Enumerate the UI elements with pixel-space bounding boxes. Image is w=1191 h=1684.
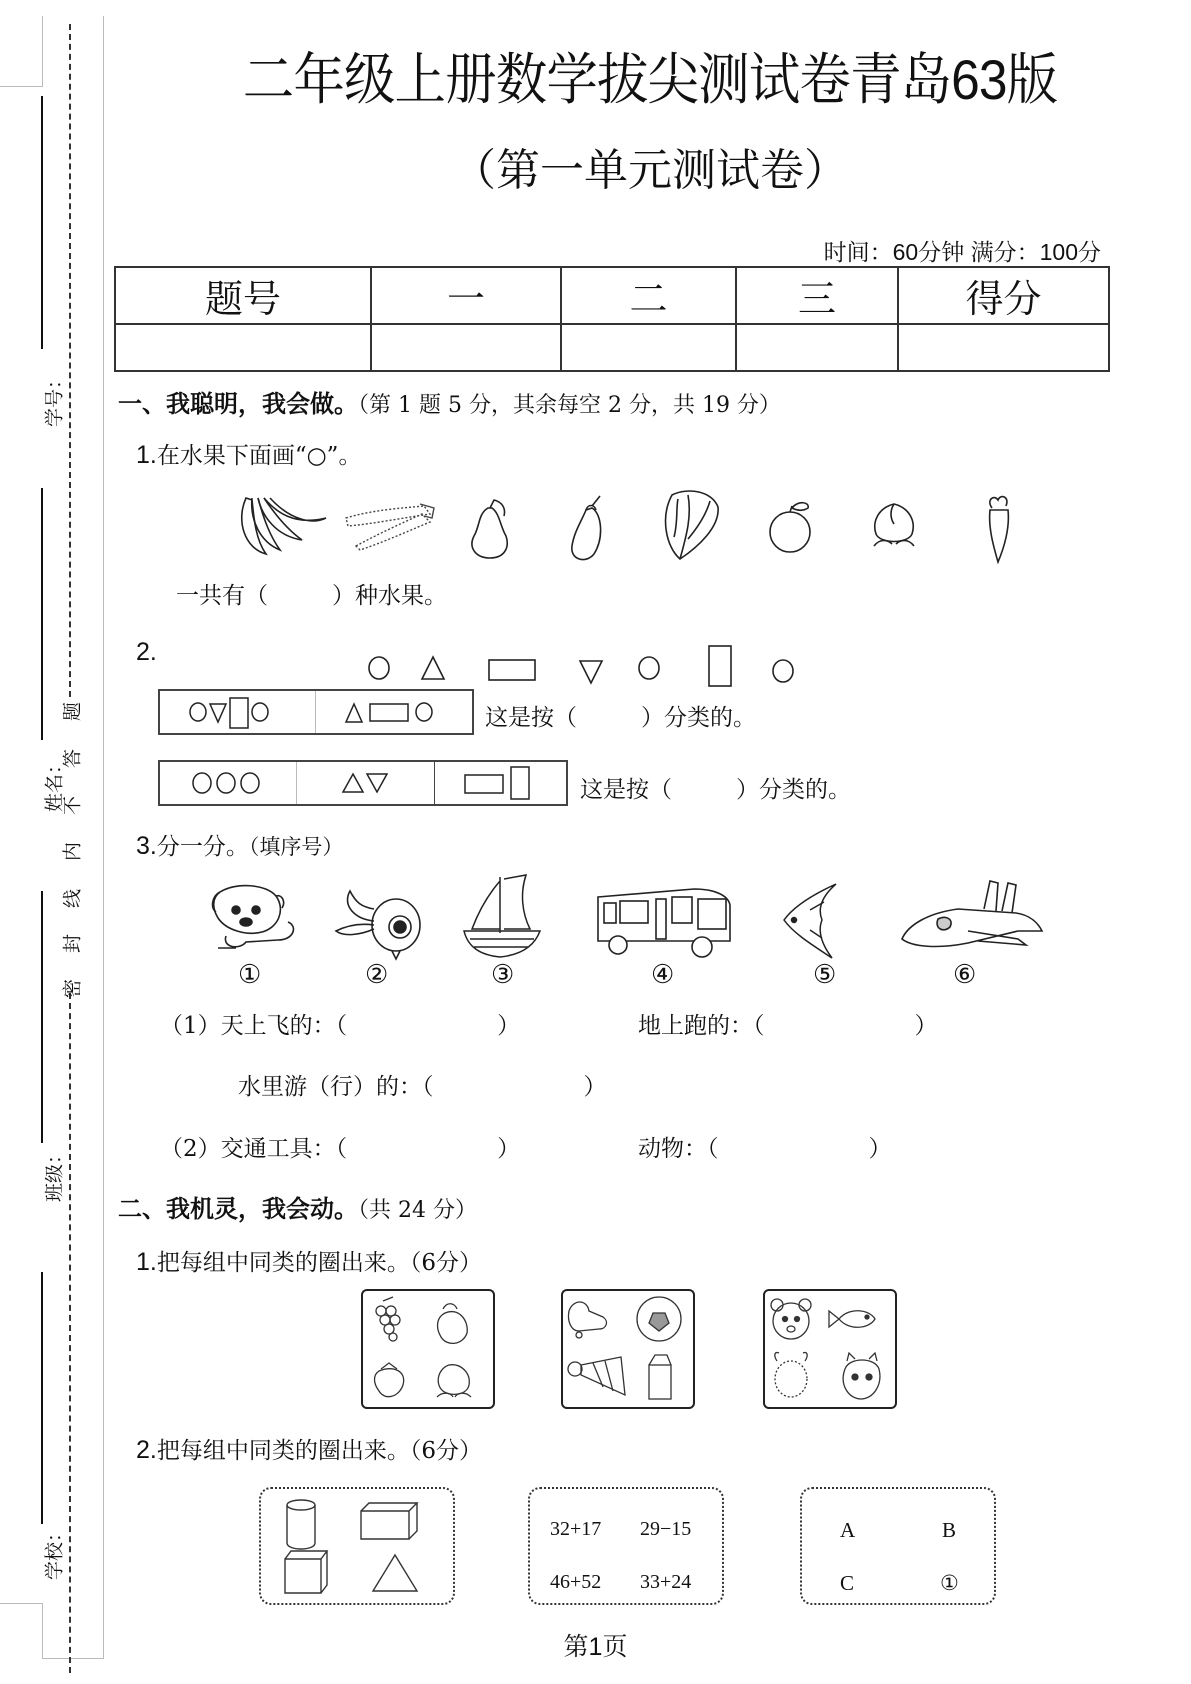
s2-q2-group-1 <box>259 1487 455 1605</box>
q3-sub1-swim: 水里游（行）的：（ ） <box>238 1074 607 1100</box>
q3-sub2-transport: （2）交通工具：（ ） <box>160 1136 521 1162</box>
item-number: ⑥ <box>953 960 977 990</box>
score-input-cell[interactable] <box>115 324 371 371</box>
q2-sort-box-1 <box>158 689 474 735</box>
cylinder-icon <box>287 1500 315 1549</box>
item-number: ③ <box>491 960 515 990</box>
milk-carton-icon <box>649 1355 671 1399</box>
school-underline[interactable] <box>41 1272 43 1524</box>
score-input-cell[interactable] <box>561 324 736 371</box>
apple-icon <box>768 500 816 554</box>
item-number: ② <box>365 960 389 990</box>
s2-q1-group-1 <box>361 1289 495 1409</box>
seal-char: 封 <box>61 934 84 954</box>
cut-line-dashed-bottom <box>69 993 71 1673</box>
s2-q2-prompt: 2.把每组中同类的圈出来。（6分） <box>136 1436 482 1464</box>
q3-sub2-animal: 动物：（ ） <box>638 1136 892 1162</box>
score-table <box>114 266 1110 372</box>
banana-icon <box>236 490 330 558</box>
score-table-input-row <box>115 324 1109 371</box>
grapes-icon <box>376 1297 400 1341</box>
cuboid-icon <box>361 1503 417 1539</box>
pear-icon <box>466 498 514 560</box>
item-number: ④ <box>651 960 675 990</box>
student-id-underline[interactable] <box>41 96 43 349</box>
score-header-cell: 三 <box>736 267 898 324</box>
seal-char: 线 <box>61 889 84 909</box>
section-2-note: （共 24 分） <box>358 1198 477 1223</box>
sort-group <box>316 691 472 733</box>
shuttlecock-icon <box>568 1357 625 1395</box>
q2-answer-line-2: 这是按（ ）分类的。 <box>580 777 851 803</box>
expression: 33+24 <box>640 1571 692 1593</box>
name-label: 姓名： <box>43 755 66 813</box>
symbol: ① <box>940 1571 959 1595</box>
seal-char: 答 <box>61 749 84 769</box>
sort-group <box>160 691 316 733</box>
skates-icon <box>568 1302 606 1338</box>
exam-meta: 时间：60分钟 满分：100分 <box>823 239 1101 265</box>
expression: 46+52 <box>550 1571 602 1593</box>
class-underline[interactable] <box>41 891 43 1143</box>
cut-line-dashed-top <box>69 24 71 697</box>
item-number: ⑤ <box>813 960 837 990</box>
sailboat-icon <box>460 873 544 959</box>
symbol: A <box>840 1518 856 1542</box>
soccer-ball-icon <box>637 1297 681 1341</box>
q3-sub1-run: 地上跑的：（ ） <box>638 1013 938 1039</box>
score-input-cell[interactable] <box>898 324 1109 371</box>
q2-number: 2. <box>136 638 157 666</box>
expression: 29−15 <box>640 1518 692 1540</box>
page-edge-line <box>103 16 104 1658</box>
q2-answer-line-1: 这是按（ ）分类的。 <box>485 705 756 731</box>
score-header-cell: 题号 <box>115 267 371 324</box>
cow-icon <box>775 1352 807 1397</box>
s2-q1-prompt: 1.把每组中同类的圈出来。（6分） <box>136 1248 482 1276</box>
bird-icon <box>334 885 426 961</box>
cube-icon <box>285 1551 327 1593</box>
section-2-heading <box>118 1189 477 1224</box>
eggplant-icon <box>566 494 610 564</box>
cucumber-icon <box>342 500 438 552</box>
triangle-icon <box>373 1555 417 1591</box>
page-number: 第1页 <box>563 1633 628 1661</box>
score-input-cell[interactable] <box>371 324 561 371</box>
s2-q1-group-3 <box>763 1289 897 1409</box>
q1-prompt: 1.在水果下面画“○”。 <box>136 441 362 469</box>
s2-q2-group-2 <box>528 1487 724 1605</box>
bus-icon <box>594 883 734 959</box>
score-header-cell: 一 <box>371 267 561 324</box>
item-number: ① <box>238 960 262 990</box>
symbol: B <box>942 1518 957 1542</box>
q3-sub1-fly: （1）天上飞的：（ ） <box>160 1013 521 1039</box>
score-input-cell[interactable] <box>736 324 898 371</box>
q2-sort-box-2 <box>158 760 568 806</box>
section-1-title: 一、我聪明，我会做。 <box>118 390 358 418</box>
sort-group <box>160 762 297 804</box>
student-id-label: 学号： <box>43 370 66 428</box>
page-title: 二年级上册数学拔尖测试卷青岛63版 <box>242 48 1058 111</box>
peach-icon <box>870 500 918 552</box>
seal-char: 内 <box>61 842 84 862</box>
score-header-cell: 得分 <box>898 267 1109 324</box>
page-subtitle: （第一单元测试卷） <box>452 146 848 195</box>
school-label: 学校： <box>43 1523 66 1581</box>
s2-q2-group-3 <box>800 1487 996 1605</box>
section-1-heading <box>118 384 781 419</box>
class-label: 班级： <box>43 1145 66 1203</box>
puppy-icon <box>206 878 302 958</box>
seal-char: 不 <box>61 796 84 816</box>
margin-frame-top <box>0 16 43 87</box>
sort-group <box>297 762 435 804</box>
q2-shape-sequence <box>365 643 795 689</box>
q1-answer-line: 一共有（ ）种水果。 <box>176 583 447 609</box>
score-table-header-row <box>115 267 1109 324</box>
peach-icon <box>437 1365 471 1397</box>
seal-char: 密 <box>61 979 84 999</box>
q3-prompt: 3.分一分。（填序号） <box>136 832 344 860</box>
expression: 32+17 <box>550 1518 602 1540</box>
s2-q1-group-2 <box>561 1289 695 1409</box>
symbol: C <box>840 1571 855 1595</box>
score-header-cell: 二 <box>561 267 736 324</box>
seal-char: 题 <box>61 702 84 722</box>
sort-group <box>435 762 566 804</box>
carrot-icon <box>982 492 1016 564</box>
airplane-icon <box>898 879 1046 953</box>
fish-icon <box>780 880 840 960</box>
name-underline-top[interactable] <box>41 488 43 740</box>
section-2-title: 二、我机灵，我会动。 <box>118 1195 358 1223</box>
tiger-icon <box>843 1353 880 1399</box>
cabbage-icon <box>658 487 722 563</box>
fish-icon <box>829 1311 875 1328</box>
eggplant-icon <box>438 1304 468 1344</box>
bear-icon <box>771 1299 811 1339</box>
section-1-note: （第 1 题 5 分，其余每空 2 分，共 19 分） <box>358 393 781 418</box>
strawberry-icon <box>375 1363 404 1397</box>
